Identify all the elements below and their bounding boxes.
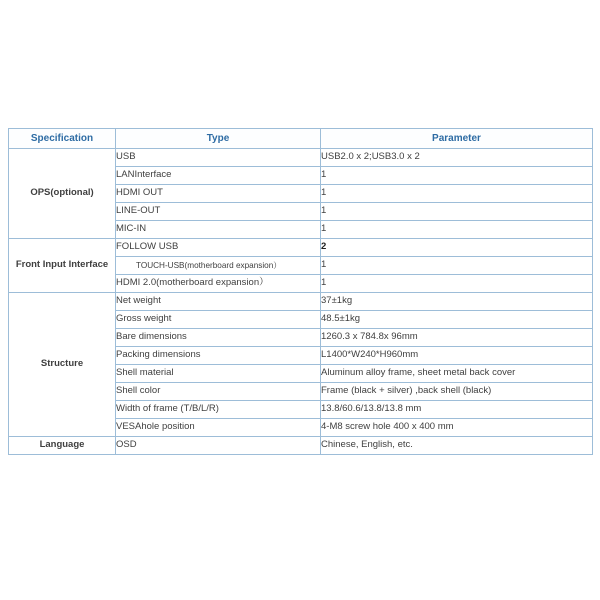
type-cell: VESAhole position bbox=[116, 419, 321, 437]
table-body bbox=[9, 129, 593, 455]
type-cell: LINE-OUT bbox=[116, 203, 321, 221]
parameter-cell: 13.8/60.6/13.8/13.8 mm bbox=[321, 401, 593, 419]
parameter-cell: USB2.0 x 2;USB3.0 x 2 bbox=[321, 149, 593, 167]
type-cell: Shell color bbox=[116, 383, 321, 401]
table-header-row bbox=[9, 129, 593, 149]
parameter-cell: 1 bbox=[321, 167, 593, 185]
type-cell: Net weight bbox=[116, 293, 321, 311]
type-cell: MIC-IN bbox=[116, 221, 321, 239]
column-header-type: Type bbox=[116, 129, 321, 149]
type-cell: Bare dimensions bbox=[116, 329, 321, 347]
parameter-cell: Frame (black + silver) ,back shell (black) bbox=[321, 383, 593, 401]
parameter-cell: 1 bbox=[321, 203, 593, 221]
parameter-cell: 1 bbox=[321, 275, 593, 293]
parameter-cell: Aluminum alloy frame, sheet metal back cover bbox=[321, 365, 593, 383]
specification-group-label: Language bbox=[9, 437, 116, 455]
type-cell: Shell material bbox=[116, 365, 321, 383]
specification-table bbox=[8, 128, 593, 455]
parameter-cell: 2 bbox=[321, 239, 593, 257]
type-cell: USB bbox=[116, 149, 321, 167]
type-cell: HDMI OUT bbox=[116, 185, 321, 203]
parameter-cell: 1 bbox=[321, 257, 593, 275]
parameter-cell: 37±1kg bbox=[321, 293, 593, 311]
parameter-cell: Chinese, English, etc. bbox=[321, 437, 593, 455]
specification-group-label: Front Input Interface bbox=[9, 239, 116, 293]
type-cell: TOUCH-USB(motherboard expansion） bbox=[116, 257, 321, 275]
specification-group-label: Structure bbox=[9, 293, 116, 437]
type-cell: LANInterface bbox=[116, 167, 321, 185]
specification-group-label: OPS(optional) bbox=[9, 149, 116, 239]
type-cell: Gross weight bbox=[116, 311, 321, 329]
column-header-parameter: Parameter bbox=[321, 129, 593, 149]
type-cell: Packing dimensions bbox=[116, 347, 321, 365]
type-cell: Width of frame (T/B/L/R) bbox=[116, 401, 321, 419]
type-cell: HDMI 2.0(motherboard expansion） bbox=[116, 275, 321, 293]
parameter-cell: 1260.3 x 784.8x 96mm bbox=[321, 329, 593, 347]
parameter-cell: L1400*W240*H960mm bbox=[321, 347, 593, 365]
specification-sheet bbox=[8, 128, 592, 455]
type-cell: OSD bbox=[116, 437, 321, 455]
table-row bbox=[9, 149, 593, 167]
parameter-cell: 48.5±1kg bbox=[321, 311, 593, 329]
table-row bbox=[9, 437, 593, 455]
parameter-cell: 1 bbox=[321, 185, 593, 203]
table-row bbox=[9, 239, 593, 257]
table-row bbox=[9, 293, 593, 311]
parameter-cell: 4-M8 screw hole 400 x 400 mm bbox=[321, 419, 593, 437]
column-header-specification: Specification bbox=[9, 129, 116, 149]
type-cell: FOLLOW USB bbox=[116, 239, 321, 257]
parameter-cell: 1 bbox=[321, 221, 593, 239]
